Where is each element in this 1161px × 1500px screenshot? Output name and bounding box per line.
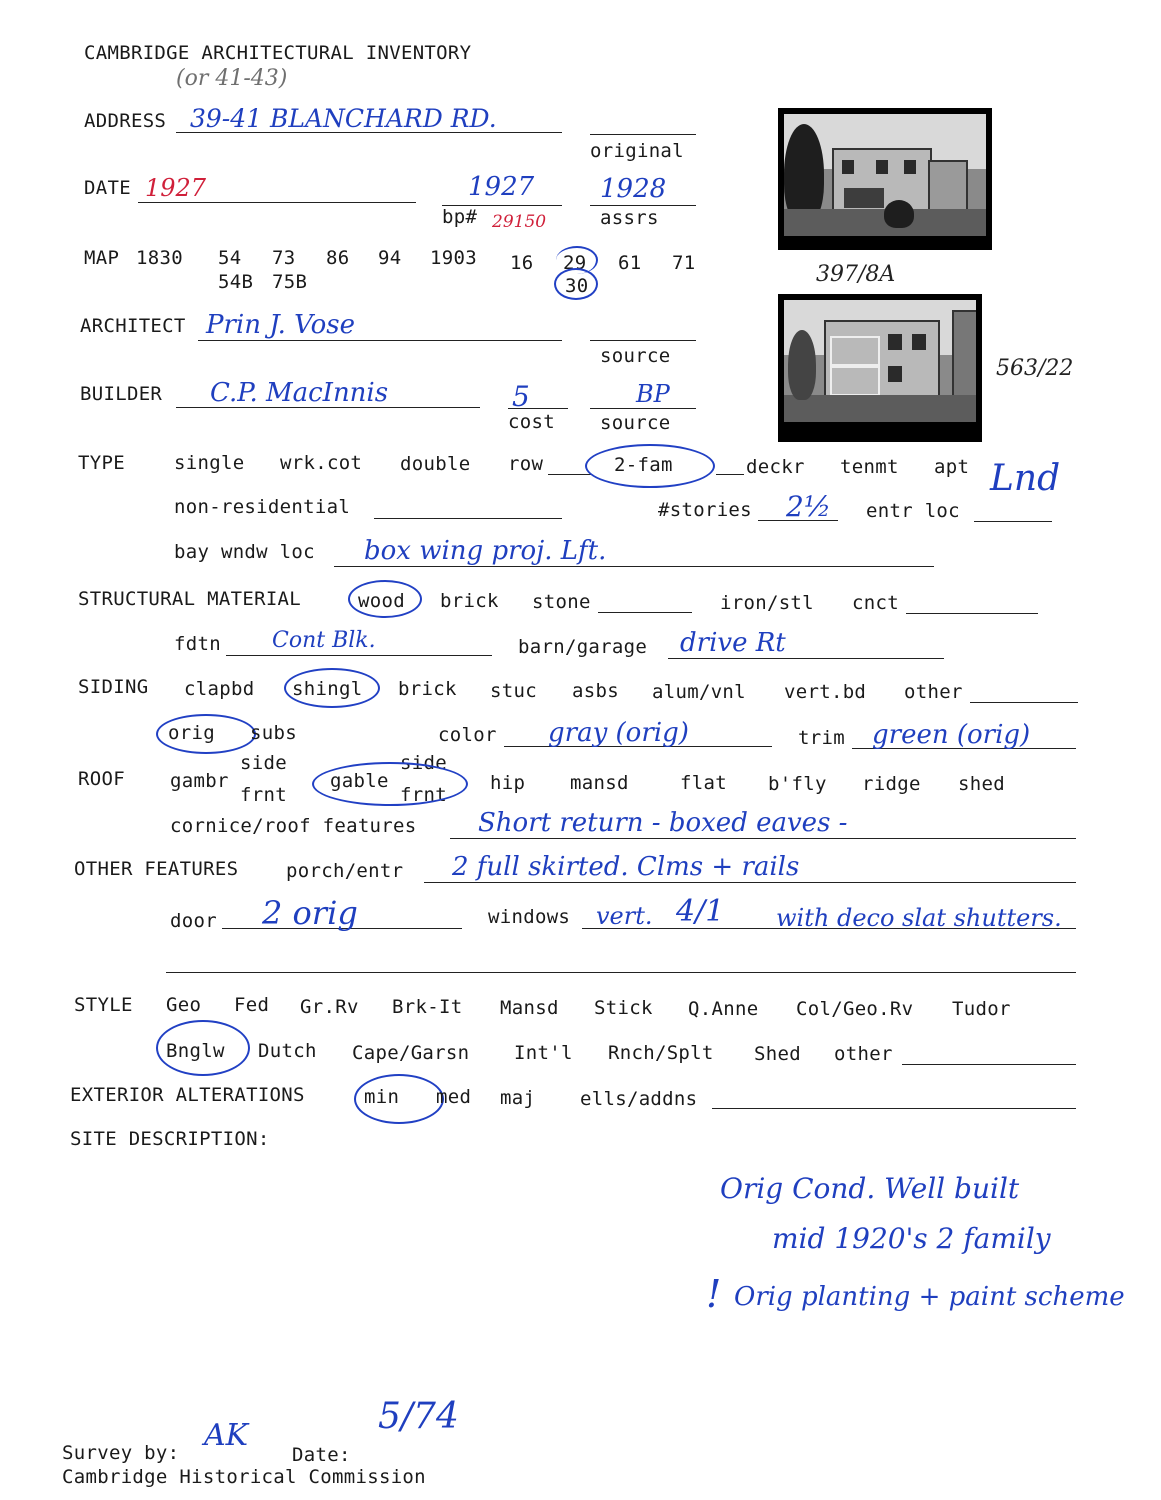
map-year-73: 73 [272, 247, 296, 269]
address-alt-note: (or 41-43) [176, 66, 288, 91]
barn-garage-value: drive Rt [680, 628, 786, 658]
bp-number: 29150 [492, 212, 547, 232]
style-other: other [834, 1043, 893, 1065]
barn-garage-line [668, 658, 944, 659]
original-label: original [590, 140, 684, 162]
siding-shingl: shingl [292, 678, 363, 700]
fdtn-value: Cont Blk. [272, 628, 376, 653]
type-2-fam: 2-fam [614, 454, 673, 476]
bp-year: 1927 [468, 172, 535, 202]
assrs-line [590, 205, 696, 206]
roof-label: ROOF [78, 768, 125, 790]
other-features-blank-line [166, 972, 1076, 973]
survey-by-value: AK [204, 1418, 249, 1453]
commission-name: Cambridge Historical Commission [62, 1466, 426, 1488]
alterations-med: med [436, 1086, 472, 1108]
site-note-2: mid 1920's 2 family [772, 1222, 1051, 1255]
type-label: TYPE [78, 452, 125, 474]
cost-label: cost [508, 411, 555, 433]
cornice-line [450, 838, 1076, 839]
structural-label: STRUCTURAL MATERIAL [78, 588, 302, 610]
roof-ridge: ridge [862, 773, 921, 795]
bp-label: bp# [442, 206, 478, 228]
builder-value: C.P. MacInnis [210, 378, 389, 408]
map-year-16: 16 [510, 252, 534, 274]
site-note-3: Orig planting + paint scheme [734, 1282, 1125, 1312]
builder-source-label: source [600, 412, 671, 434]
date-value: 1927 [145, 174, 207, 202]
map-29-circle [556, 246, 598, 274]
map-year-61: 61 [618, 252, 642, 274]
roof-gambr: gambr [170, 770, 229, 792]
siding-stuc: stuc [490, 680, 537, 702]
roof-gable: gable [330, 770, 389, 792]
style-brk-it: Brk-It [392, 996, 463, 1018]
style-stick: Stick [594, 997, 653, 1019]
other-features-label: OTHER FEATURES [74, 858, 239, 880]
photo-2-caption: 563/22 [996, 356, 1074, 381]
style-other-line [902, 1064, 1076, 1065]
type-2-fam-circle [585, 444, 715, 488]
assrs-year: 1928 [600, 174, 667, 204]
porch-line [424, 882, 1076, 883]
site-note-mark: ! [706, 1272, 722, 1316]
alterations-min-circle [354, 1074, 444, 1124]
barn-garage-label: barn/garage [518, 636, 648, 658]
structural-cnct-line [906, 613, 1038, 614]
siding-trim-value: green (orig) [872, 720, 1031, 750]
map-year-54: 54 [218, 247, 242, 269]
architect-line [198, 340, 562, 341]
photo-1-caption: 397/8A [816, 262, 896, 287]
address-label: ADDRESS [84, 110, 167, 132]
siding-clapbd: clapbd [184, 678, 255, 700]
map-year-54b: 54B [218, 271, 254, 293]
map-year-71: 71 [672, 252, 696, 274]
map-year-1830: 1830 [136, 247, 183, 269]
entr-loc-value: Lnd [990, 458, 1061, 499]
style-bnglw-circle [156, 1020, 250, 1076]
door-label: door [170, 910, 217, 932]
type-tenmt: tenmt [840, 456, 899, 478]
style-geo: Geo [166, 994, 202, 1016]
windows-value-vert: vert. [596, 902, 653, 930]
bay-window-label: bay wndw loc [174, 541, 315, 563]
style-tudor: Tudor [952, 998, 1011, 1020]
building-photo-1 [778, 108, 992, 250]
map-year-86: 86 [326, 247, 350, 269]
roof-gambr-side: side [240, 752, 287, 774]
bay-window-value: box wing proj. Lft. [364, 536, 607, 566]
siding-vert-bd: vert.bd [784, 681, 867, 703]
windows-label: windows [488, 906, 571, 928]
map-year-75b: 75B [272, 271, 308, 293]
siding-asbs: asbs [572, 680, 619, 702]
map-year-29: 29 [563, 252, 587, 274]
alterations-min: min [364, 1086, 400, 1108]
roof-shed: shed [958, 773, 1005, 795]
map-year-30: 30 [565, 275, 589, 297]
fdtn-label: fdtn [174, 633, 221, 655]
survey-date-value: 5/74 [378, 1396, 459, 1437]
map-year-1903: 1903 [430, 247, 477, 269]
cost-value: 5 [512, 380, 530, 413]
type-apt: apt [934, 456, 970, 478]
roof-gable-circle [312, 762, 468, 806]
siding-alum-vnl: alum/vnl [652, 681, 746, 703]
entr-loc-line [974, 521, 1052, 522]
date-label: DATE [84, 177, 131, 199]
site-note-1: Orig Cond. Well built [720, 1172, 1020, 1205]
survey-by-label: Survey by: [62, 1442, 180, 1464]
type-wrk-cot: wrk.cot [280, 452, 363, 474]
non-residential-label: non-residential [174, 496, 351, 518]
windows-value-shutters: with deco slat shutters. [776, 904, 1062, 932]
type-single: single [174, 452, 245, 474]
entr-loc-label: entr loc [866, 500, 960, 522]
siding-other-line [970, 702, 1078, 703]
structural-cnct: cnct [852, 592, 899, 614]
site-description-label: SITE DESCRIPTION: [70, 1128, 270, 1150]
map-label: MAP [84, 247, 120, 269]
siding-label: SIDING [78, 676, 149, 698]
style-intl: Int'l [514, 1042, 573, 1064]
type-double: double [400, 453, 471, 475]
roof-mansd: mansd [570, 772, 629, 794]
roof-hip: hip [490, 772, 526, 794]
architect-label: ARCHITECT [80, 315, 186, 337]
address-value: 39-41 BLANCHARD RD. [190, 104, 497, 133]
structural-brick: brick [440, 590, 499, 612]
survey-date-label: Date: [292, 1444, 351, 1466]
siding-orig: orig [168, 722, 215, 744]
siding-color-label: color [438, 724, 497, 746]
style-cape-garsn: Cape/Garsn [352, 1042, 470, 1064]
style-gr-rv: Gr.Rv [300, 996, 359, 1018]
cornice-value: Short return - boxed eaves - [478, 808, 848, 838]
porch-value: 2 full skirted. Clms + rails [452, 852, 800, 882]
door-value: 2 orig [262, 894, 358, 932]
alterations-label: EXTERIOR ALTERATIONS [70, 1084, 305, 1106]
non-residential-line [374, 518, 562, 519]
alterations-ells-addns: ells/addns [580, 1088, 698, 1110]
siding-other: other [904, 681, 963, 703]
architect-source-label: source [600, 345, 671, 367]
stories-label: #stories [658, 499, 752, 521]
form-title: CAMBRIDGE ARCHITECTURAL INVENTORY [84, 42, 472, 64]
style-fed: Fed [234, 994, 270, 1016]
roof-gable-side: side [400, 752, 447, 774]
structural-stone-line [598, 612, 692, 613]
style-bnglw: Bnglw [166, 1040, 225, 1062]
style-dutch: Dutch [258, 1040, 317, 1062]
alterations-maj: maj [500, 1087, 536, 1109]
siding-shingl-circle [284, 668, 380, 708]
roof-bfly: b'fly [768, 773, 827, 795]
bay-window-line [334, 566, 934, 567]
date-line [138, 202, 416, 203]
style-shed: Shed [754, 1043, 801, 1065]
builder-source-line [590, 408, 696, 409]
roof-flat: flat [680, 772, 727, 794]
architect-source-line [590, 340, 696, 341]
building-photo-2 [778, 294, 982, 442]
roof-gable-frnt: frnt [400, 784, 447, 806]
windows-value-sash: 4/1 [676, 894, 725, 929]
siding-brick: brick [398, 678, 457, 700]
siding-trim-label: trim [798, 727, 845, 749]
style-rnch-splt: Rnch/Splt [608, 1042, 714, 1064]
type-row: row [508, 453, 544, 475]
stories-value: 2½ [786, 490, 831, 523]
roof-gambr-frnt: frnt [240, 784, 287, 806]
type-row-line [548, 474, 592, 475]
siding-orig-circle [156, 714, 256, 754]
architect-value: Prin J. Vose [206, 310, 355, 340]
siding-subs: subs [250, 722, 297, 744]
porch-label: porch/entr [286, 860, 404, 882]
type-deckr: deckr [746, 456, 805, 478]
original-line [590, 134, 696, 135]
style-mansd: Mansd [500, 997, 559, 1019]
alterations-line [712, 1108, 1076, 1109]
type-2-fam-line [716, 474, 744, 475]
siding-color-value: gray (orig) [548, 718, 689, 748]
style-label: STYLE [74, 994, 133, 1016]
fdtn-line [226, 655, 492, 656]
map-year-94: 94 [378, 247, 402, 269]
builder-source-value: BP [636, 380, 670, 408]
structural-wood-circle [348, 580, 422, 618]
assrs-label: assrs [600, 207, 659, 229]
style-q-anne: Q.Anne [688, 998, 759, 1020]
structural-wood: wood [358, 590, 405, 612]
style-col-geo-rv: Col/Geo.Rv [796, 998, 914, 1020]
structural-iron: iron/stl [720, 592, 814, 614]
structural-stone: stone [532, 591, 591, 613]
builder-label: BUILDER [80, 383, 163, 405]
cornice-label: cornice/roof features [170, 815, 417, 837]
